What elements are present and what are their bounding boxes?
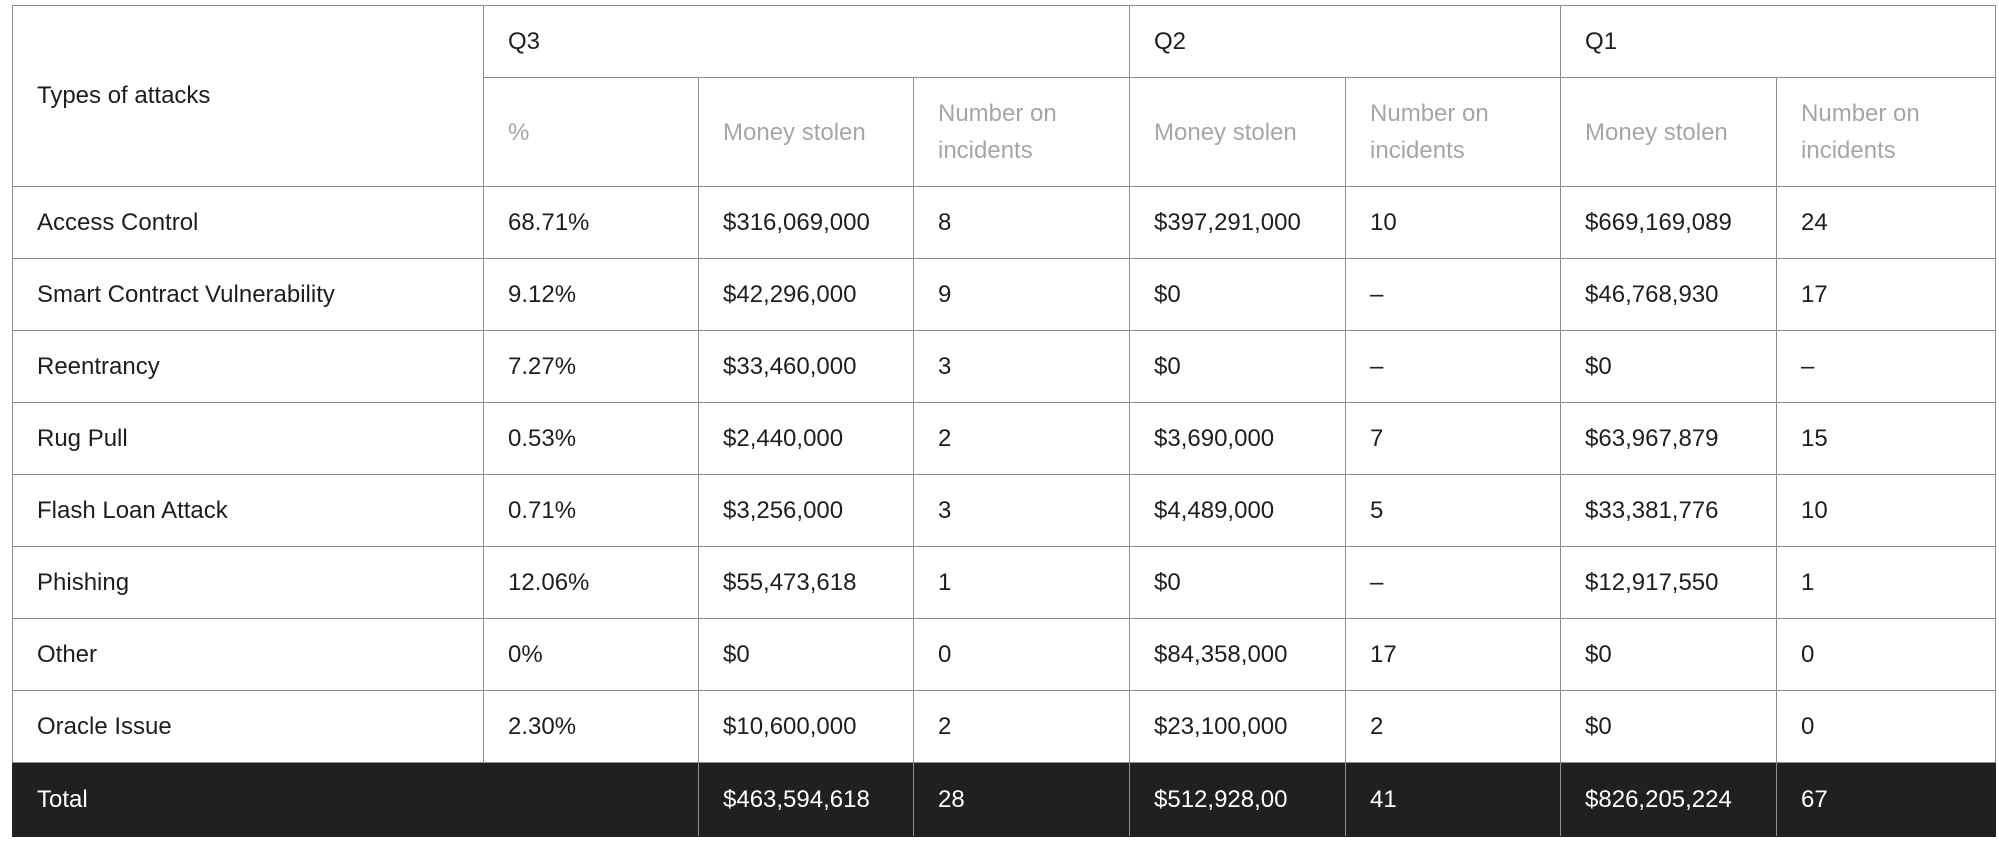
attack-type-cell: Access Control <box>13 187 484 259</box>
table-row <box>13 691 1996 763</box>
q3-percent-cell: 9.12% <box>484 259 699 331</box>
q1-money-cell: $12,917,550 <box>1561 547 1777 619</box>
q3-money-cell: $42,296,000 <box>699 259 914 331</box>
q1-money-cell: $669,169,089 <box>1561 187 1777 259</box>
total-q3-incidents-cell: 28 <box>914 763 1130 837</box>
attack-type-cell: Reentrancy <box>13 331 484 403</box>
q2-incidents-cell: – <box>1346 259 1561 331</box>
q2-incidents-cell: 2 <box>1346 691 1561 763</box>
q2-money-cell: $4,489,000 <box>1130 475 1346 547</box>
q1-money-cell: $33,381,776 <box>1561 475 1777 547</box>
q2-money-stolen-header: Money stolen <box>1130 78 1346 187</box>
q3-money-cell: $2,440,000 <box>699 403 914 475</box>
q1-money-cell: $0 <box>1561 691 1777 763</box>
q3-incidents-cell: 1 <box>914 547 1130 619</box>
table-row <box>13 259 1996 331</box>
attack-type-cell: Flash Loan Attack <box>13 475 484 547</box>
q3-incidents-cell: 3 <box>914 331 1130 403</box>
q1-money-cell: $0 <box>1561 331 1777 403</box>
q3-percent-cell: 0% <box>484 619 699 691</box>
q3-percent-cell: 12.06% <box>484 547 699 619</box>
total-q2-money-cell: $512,928,00 <box>1130 763 1346 837</box>
q1-incidents-cell: – <box>1777 331 1996 403</box>
attack-type-cell: Rug Pull <box>13 403 484 475</box>
q1-incidents-cell: 10 <box>1777 475 1996 547</box>
table-row <box>13 403 1996 475</box>
q3-incidents-cell: 2 <box>914 691 1130 763</box>
q1-incidents-cell: 1 <box>1777 547 1996 619</box>
q1-incidents-cell: 17 <box>1777 259 1996 331</box>
attacks-table-container <box>12 5 1996 837</box>
q3-incidents-cell: 3 <box>914 475 1130 547</box>
attack-type-cell: Smart Contract Vulnerability <box>13 259 484 331</box>
attack-type-cell: Other <box>13 619 484 691</box>
total-q1-incidents-cell: 67 <box>1777 763 1996 837</box>
attacks-table <box>12 5 1996 837</box>
attack-type-cell: Phishing <box>13 547 484 619</box>
q3-money-cell: $55,473,618 <box>699 547 914 619</box>
q2-money-cell: $84,358,000 <box>1130 619 1346 691</box>
table-row <box>13 331 1996 403</box>
table-row <box>13 475 1996 547</box>
q2-incidents-cell: 7 <box>1346 403 1561 475</box>
q3-percent-cell: 0.71% <box>484 475 699 547</box>
table-row <box>13 619 1996 691</box>
q2-incidents-cell: – <box>1346 331 1561 403</box>
q1-money-cell: $63,967,879 <box>1561 403 1777 475</box>
q1-money-cell: $46,768,930 <box>1561 259 1777 331</box>
q2-money-cell: $397,291,000 <box>1130 187 1346 259</box>
q2-incidents-cell: – <box>1346 547 1561 619</box>
q1-incidents-cell: 0 <box>1777 691 1996 763</box>
q2-money-cell: $23,100,000 <box>1130 691 1346 763</box>
q1-money-cell: $0 <box>1561 619 1777 691</box>
q3-incidents-cell: 9 <box>914 259 1130 331</box>
total-label-cell: Total <box>13 763 484 837</box>
q1-header: Q1 <box>1561 6 1996 78</box>
q3-percent-cell: 68.71% <box>484 187 699 259</box>
types-of-attacks-header: Types of attacks <box>13 6 484 187</box>
table-row <box>13 187 1996 259</box>
q2-money-cell: $0 <box>1130 259 1346 331</box>
q3-money-cell: $3,256,000 <box>699 475 914 547</box>
q1-incidents-header: Number on incidents <box>1777 78 1996 187</box>
q2-incidents-cell: 10 <box>1346 187 1561 259</box>
q2-incidents-cell: 5 <box>1346 475 1561 547</box>
q3-money-stolen-header: Money stolen <box>699 78 914 187</box>
q3-incidents-cell: 2 <box>914 403 1130 475</box>
q1-incidents-cell: 24 <box>1777 187 1996 259</box>
q3-header: Q3 <box>484 6 1130 78</box>
table-row <box>13 547 1996 619</box>
q1-incidents-cell: 0 <box>1777 619 1996 691</box>
q3-percent-cell: 2.30% <box>484 691 699 763</box>
q2-header: Q2 <box>1130 6 1561 78</box>
q3-incidents-cell: 0 <box>914 619 1130 691</box>
q2-money-cell: $0 <box>1130 547 1346 619</box>
q2-money-cell: $0 <box>1130 331 1346 403</box>
q2-incidents-header: Number on incidents <box>1346 78 1561 187</box>
total-percent-cell <box>484 763 699 837</box>
total-q3-money-cell: $463,594,618 <box>699 763 914 837</box>
q2-incidents-cell: 17 <box>1346 619 1561 691</box>
q3-money-cell: $10,600,000 <box>699 691 914 763</box>
q1-incidents-cell: 15 <box>1777 403 1996 475</box>
q3-percent-cell: 0.53% <box>484 403 699 475</box>
quarter-header-row <box>13 6 1996 78</box>
q1-money-stolen-header: Money stolen <box>1561 78 1777 187</box>
q2-money-cell: $3,690,000 <box>1130 403 1346 475</box>
total-q2-incidents-cell: 41 <box>1346 763 1561 837</box>
q3-money-cell: $0 <box>699 619 914 691</box>
q3-incidents-cell: 8 <box>914 187 1130 259</box>
q3-incidents-header: Number on incidents <box>914 78 1130 187</box>
q3-percent-cell: 7.27% <box>484 331 699 403</box>
total-row <box>13 763 1996 837</box>
total-q1-money-cell: $826,205,224 <box>1561 763 1777 837</box>
q3-money-cell: $316,069,000 <box>699 187 914 259</box>
attack-type-cell: Oracle Issue <box>13 691 484 763</box>
q3-money-cell: $33,460,000 <box>699 331 914 403</box>
q3-percent-header: % <box>484 78 699 187</box>
